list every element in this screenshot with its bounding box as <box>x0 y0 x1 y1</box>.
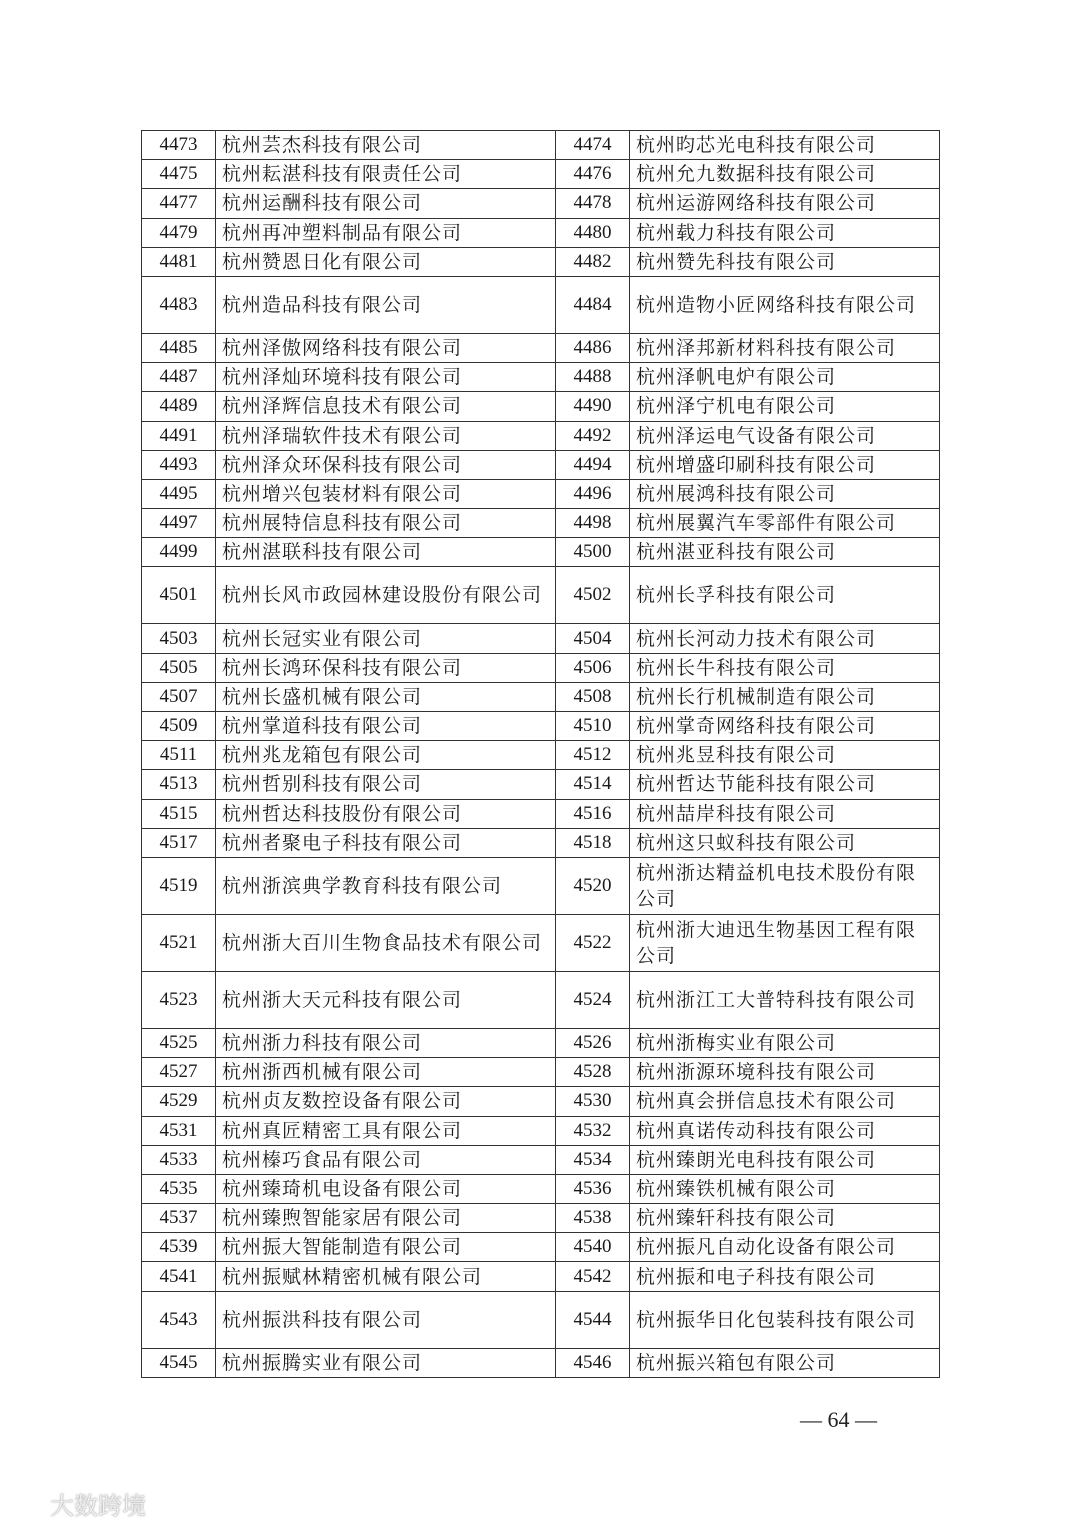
table-row <box>142 1291 940 1348</box>
company-name: 杭州振赋林精密机械有限公司 <box>216 1262 556 1291</box>
watermark-text: 大数跨境 <box>50 1492 146 1520</box>
table-row <box>142 857 940 914</box>
company-name: 杭州振兴箱包有限公司 <box>630 1348 940 1377</box>
entry-number: 4544 <box>556 1291 630 1348</box>
entry-number: 4504 <box>556 624 630 653</box>
entry-number: 4519 <box>142 857 216 914</box>
company-name: 杭州赞恩日化有限公司 <box>216 247 556 276</box>
table-row <box>142 276 940 333</box>
company-name: 杭州泽瑞软件技术有限公司 <box>216 421 556 450</box>
table-row <box>142 799 940 828</box>
company-name: 杭州长盛机械有限公司 <box>216 682 556 711</box>
entry-number: 4511 <box>142 741 216 770</box>
table-row <box>142 712 940 741</box>
entry-number: 4512 <box>556 741 630 770</box>
entry-number: 4473 <box>142 131 216 160</box>
entry-number: 4507 <box>142 682 216 711</box>
company-name: 杭州掌奇网络科技有限公司 <box>630 712 940 741</box>
company-name: 杭州昀芯光电科技有限公司 <box>630 131 940 160</box>
table-row <box>142 538 940 567</box>
company-name: 杭州振凡自动化设备有限公司 <box>630 1233 940 1262</box>
company-name: 杭州泽众环保科技有限公司 <box>216 450 556 479</box>
entry-number: 4516 <box>556 799 630 828</box>
entry-number: 4494 <box>556 450 630 479</box>
entry-number: 4528 <box>556 1058 630 1087</box>
table-row <box>142 741 940 770</box>
table-row <box>142 1174 940 1203</box>
company-name: 杭州展特信息科技有限公司 <box>216 509 556 538</box>
company-name: 杭州浙西机械有限公司 <box>216 1058 556 1087</box>
entry-number: 4476 <box>556 160 630 189</box>
entry-number: 4539 <box>142 1233 216 1262</box>
table-row <box>142 653 940 682</box>
company-list-table <box>141 130 940 1378</box>
company-name: 杭州长孚科技有限公司 <box>630 567 940 624</box>
entry-number: 4493 <box>142 450 216 479</box>
company-name: 杭州真诺传动科技有限公司 <box>630 1116 940 1145</box>
entry-number: 4497 <box>142 509 216 538</box>
company-name: 杭州展翼汽车零部件有限公司 <box>630 509 940 538</box>
table-row <box>142 218 940 247</box>
company-name: 杭州这只蚁科技有限公司 <box>630 828 940 857</box>
company-name: 杭州振洪科技有限公司 <box>216 1291 556 1348</box>
company-name: 杭州臻煦智能家居有限公司 <box>216 1204 556 1233</box>
entry-number: 4510 <box>556 712 630 741</box>
entry-number: 4487 <box>142 363 216 392</box>
entry-number: 4481 <box>142 247 216 276</box>
company-name: 杭州贞友数控设备有限公司 <box>216 1087 556 1116</box>
entry-number: 4503 <box>142 624 216 653</box>
entry-number: 4517 <box>142 828 216 857</box>
table-row <box>142 421 940 450</box>
table-row <box>142 914 940 971</box>
entry-number: 4527 <box>142 1058 216 1087</box>
company-name: 杭州臻轩科技有限公司 <box>630 1204 940 1233</box>
entry-number: 4485 <box>142 333 216 362</box>
entry-number: 4532 <box>556 1116 630 1145</box>
table-row <box>142 247 940 276</box>
entry-number: 4535 <box>142 1174 216 1203</box>
company-name: 杭州长行机械制造有限公司 <box>630 682 940 711</box>
entry-number: 4523 <box>142 971 216 1028</box>
entry-number: 4484 <box>556 276 630 333</box>
entry-number: 4474 <box>556 131 630 160</box>
company-name: 杭州浙江工大普特科技有限公司 <box>630 971 940 1028</box>
company-name: 杭州臻铁机械有限公司 <box>630 1174 940 1203</box>
table-row <box>142 1087 940 1116</box>
company-name: 杭州振和电子科技有限公司 <box>630 1262 940 1291</box>
company-name: 杭州展鸿科技有限公司 <box>630 479 940 508</box>
company-name: 杭州运酬科技有限公司 <box>216 189 556 218</box>
page-number: — 64 — <box>800 1407 877 1432</box>
table-row <box>142 131 940 160</box>
entry-number: 4546 <box>556 1348 630 1377</box>
entry-number: 4475 <box>142 160 216 189</box>
company-name: 杭州耘湛科技有限责任公司 <box>216 160 556 189</box>
entry-number: 4545 <box>142 1348 216 1377</box>
company-name: 杭州浙大天元科技有限公司 <box>216 971 556 1028</box>
entry-number: 4531 <box>142 1116 216 1145</box>
table-row <box>142 1116 940 1145</box>
entry-number: 4534 <box>556 1145 630 1174</box>
table-row <box>142 333 940 362</box>
table-row <box>142 828 940 857</box>
company-name: 杭州泽宁机电有限公司 <box>630 392 940 421</box>
company-name: 杭州哲别科技有限公司 <box>216 770 556 799</box>
company-name: 杭州哲达节能科技有限公司 <box>630 770 940 799</box>
entry-number: 4522 <box>556 914 630 971</box>
table-row <box>142 971 940 1028</box>
company-name: 杭州榛巧食品有限公司 <box>216 1145 556 1174</box>
table-row <box>142 682 940 711</box>
entry-number: 4500 <box>556 538 630 567</box>
company-name: 杭州长河动力技术有限公司 <box>630 624 940 653</box>
entry-number: 4483 <box>142 276 216 333</box>
entry-number: 4529 <box>142 1087 216 1116</box>
company-name: 杭州增盛印刷科技有限公司 <box>630 450 940 479</box>
company-name: 杭州浙滨典学教育科技有限公司 <box>216 857 556 914</box>
company-name: 杭州芸杰科技有限公司 <box>216 131 556 160</box>
entry-number: 4496 <box>556 479 630 508</box>
entry-number: 4478 <box>556 189 630 218</box>
company-name: 杭州运游网络科技有限公司 <box>630 189 940 218</box>
company-name: 杭州泽运电气设备有限公司 <box>630 421 940 450</box>
company-name: 杭州浙力科技有限公司 <box>216 1028 556 1057</box>
table-row <box>142 1028 940 1057</box>
table-row <box>142 479 940 508</box>
entry-number: 4501 <box>142 567 216 624</box>
entry-number: 4541 <box>142 1262 216 1291</box>
entry-number: 4526 <box>556 1028 630 1057</box>
company-name: 杭州泽帆电炉有限公司 <box>630 363 940 392</box>
company-name: 杭州造物小匠网络科技有限公司 <box>630 276 940 333</box>
company-name: 杭州浙大百川生物食品技术有限公司 <box>216 914 556 971</box>
entry-number: 4509 <box>142 712 216 741</box>
company-name: 杭州允九数据科技有限公司 <box>630 160 940 189</box>
table-row <box>142 770 940 799</box>
company-name: 杭州湛亚科技有限公司 <box>630 538 940 567</box>
table-row <box>142 1262 940 1291</box>
company-name: 杭州掌道科技有限公司 <box>216 712 556 741</box>
table-row <box>142 509 940 538</box>
company-name: 杭州振华日化包装科技有限公司 <box>630 1291 940 1348</box>
company-name: 杭州兆昱科技有限公司 <box>630 741 940 770</box>
entry-number: 4477 <box>142 189 216 218</box>
company-name: 杭州载力科技有限公司 <box>630 218 940 247</box>
table-row <box>142 160 940 189</box>
company-name: 杭州泽灿环境科技有限公司 <box>216 363 556 392</box>
company-name: 杭州哲达科技股份有限公司 <box>216 799 556 828</box>
table-row <box>142 1145 940 1174</box>
company-name: 杭州长鸿环保科技有限公司 <box>216 653 556 682</box>
company-name: 杭州长风市政园林建设股份有限公司 <box>216 567 556 624</box>
entry-number: 4525 <box>142 1028 216 1057</box>
entry-number: 4488 <box>556 363 630 392</box>
table-row <box>142 1204 940 1233</box>
entry-number: 4502 <box>556 567 630 624</box>
entry-number: 4482 <box>556 247 630 276</box>
company-name: 杭州增兴包装材料有限公司 <box>216 479 556 508</box>
entry-number: 4530 <box>556 1087 630 1116</box>
company-name: 杭州长牛科技有限公司 <box>630 653 940 682</box>
company-name: 杭州振大智能制造有限公司 <box>216 1233 556 1262</box>
company-name: 杭州再冲塑料制品有限公司 <box>216 218 556 247</box>
table-row <box>142 1058 940 1087</box>
company-name: 杭州泽傲网络科技有限公司 <box>216 333 556 362</box>
entry-number: 4492 <box>556 421 630 450</box>
entry-number: 4538 <box>556 1204 630 1233</box>
company-name: 杭州赞先科技有限公司 <box>630 247 940 276</box>
company-name: 杭州臻朗光电科技有限公司 <box>630 1145 940 1174</box>
entry-number: 4486 <box>556 333 630 362</box>
brand-logo-icon <box>8 1491 46 1517</box>
company-name: 杭州兆龙箱包有限公司 <box>216 741 556 770</box>
table-row <box>142 450 940 479</box>
company-name: 杭州泽辉信息技术有限公司 <box>216 392 556 421</box>
table-row <box>142 624 940 653</box>
entry-number: 4520 <box>556 857 630 914</box>
entry-number: 4521 <box>142 914 216 971</box>
table-row <box>142 1348 940 1377</box>
entry-number: 4499 <box>142 538 216 567</box>
entry-number: 4518 <box>556 828 630 857</box>
entry-number: 4524 <box>556 971 630 1028</box>
entry-number: 4491 <box>142 421 216 450</box>
company-name: 杭州浙大迪迅生物基因工程有限公司 <box>630 914 940 971</box>
company-name: 杭州真匠精密工具有限公司 <box>216 1116 556 1145</box>
entry-number: 4480 <box>556 218 630 247</box>
entry-number: 4498 <box>556 509 630 538</box>
entry-number: 4505 <box>142 653 216 682</box>
table-row <box>142 1233 940 1262</box>
entry-number: 4489 <box>142 392 216 421</box>
company-name: 杭州泽邦新材料科技有限公司 <box>630 333 940 362</box>
company-name: 杭州真会拼信息技术有限公司 <box>630 1087 940 1116</box>
company-name: 杭州浙梅实业有限公司 <box>630 1028 940 1057</box>
table-row <box>142 392 940 421</box>
company-name: 杭州臻琦机电设备有限公司 <box>216 1174 556 1203</box>
entry-number: 4542 <box>556 1262 630 1291</box>
entry-number: 4540 <box>556 1233 630 1262</box>
company-name: 杭州喆岸科技有限公司 <box>630 799 940 828</box>
entry-number: 4495 <box>142 479 216 508</box>
entry-number: 4537 <box>142 1204 216 1233</box>
entry-number: 4513 <box>142 770 216 799</box>
entry-number: 4490 <box>556 392 630 421</box>
table-body <box>142 131 940 1378</box>
entry-number: 4533 <box>142 1145 216 1174</box>
entry-number: 4479 <box>142 218 216 247</box>
company-name: 杭州者聚电子科技有限公司 <box>216 828 556 857</box>
company-name: 杭州湛联科技有限公司 <box>216 538 556 567</box>
entry-number: 4515 <box>142 799 216 828</box>
company-name: 杭州长冠实业有限公司 <box>216 624 556 653</box>
entry-number: 4536 <box>556 1174 630 1203</box>
table-row <box>142 567 940 624</box>
company-name: 杭州浙达精益机电技术股份有限公司 <box>630 857 940 914</box>
entry-number: 4514 <box>556 770 630 799</box>
entry-number: 4506 <box>556 653 630 682</box>
table-row <box>142 189 940 218</box>
company-name: 杭州造品科技有限公司 <box>216 276 556 333</box>
company-name: 杭州振腾实业有限公司 <box>216 1348 556 1377</box>
watermark <box>8 1486 146 1521</box>
company-name: 杭州浙源环境科技有限公司 <box>630 1058 940 1087</box>
entry-number: 4508 <box>556 682 630 711</box>
entry-number: 4543 <box>142 1291 216 1348</box>
table-row <box>142 363 940 392</box>
